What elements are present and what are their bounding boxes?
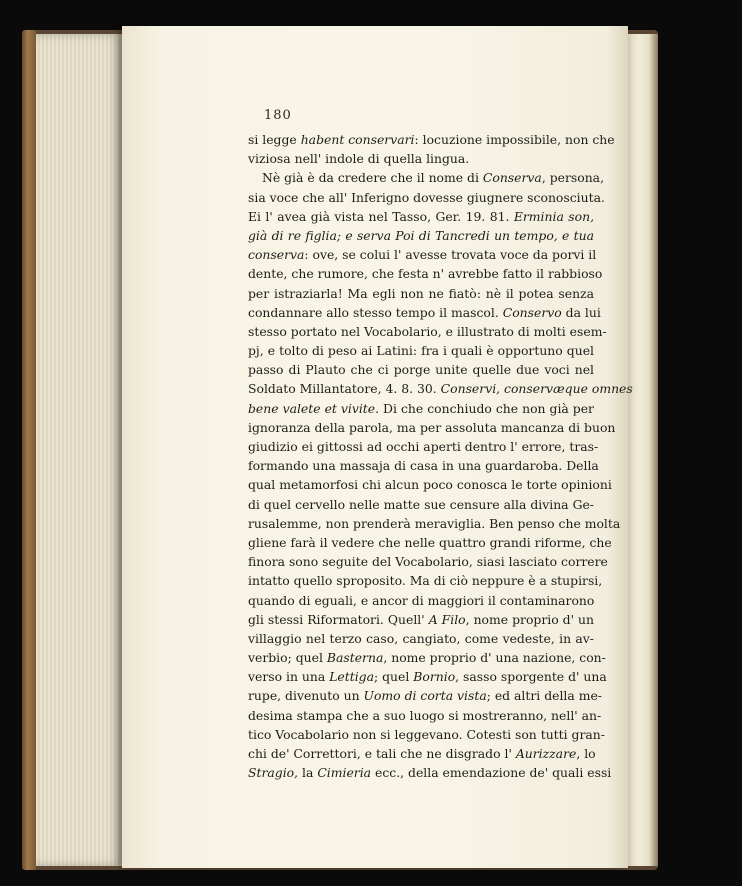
text-line <box>248 188 605 207</box>
text-line <box>248 360 594 379</box>
text-run: Ei l' avea già vista nel Tasso, Ger. 19. 81. <box>248 208 514 224</box>
italic-text-run: Cimieria <box>317 765 372 781</box>
text-run: : ove, se colui l' avesse trovata voce da porvi il <box>304 247 597 263</box>
text-run: pj, e tolto di peso ai Latini: fra i quali è opportuno quel <box>248 343 594 359</box>
text-line <box>248 495 594 514</box>
text-run: dente, che rumore, che festa n' avrebbe fatto il rabbioso <box>248 266 603 282</box>
text-line <box>248 514 621 533</box>
page-text <box>248 130 633 782</box>
italic-text-run: Conservi, conservæque omnes <box>440 381 633 397</box>
text-line <box>248 725 605 744</box>
text-run: verbio; quel <box>248 650 327 666</box>
text-run: chi de' Correttori, e tali che ne disgrado l' <box>248 746 516 761</box>
text-run: , nome proprio d' una nazione, con- <box>383 650 606 666</box>
text-run: ; ed altri della me- <box>486 688 602 704</box>
text-run: , persona, <box>541 170 605 186</box>
italic-text-run: conserva <box>248 247 305 263</box>
text-run: quando di eguali, e ancor di maggiori il contaminarono <box>248 592 595 608</box>
text-line <box>248 533 612 552</box>
text-line <box>248 475 612 494</box>
text-run: di quel cervello nelle matte sue censure alla divina Ge- <box>248 496 594 512</box>
text-run: ; quel <box>374 669 414 685</box>
text-run: Nè già è da credere che il nome di <box>262 170 483 186</box>
text-line <box>248 744 594 763</box>
book-cover-edge <box>22 30 36 870</box>
text-run: Di che conchiudo che non già per <box>379 400 594 416</box>
text-line <box>248 456 599 475</box>
italic-text-run: già di re figlia; e serva Poi di Tancredi un tempo, e tua <box>248 227 594 243</box>
text-line <box>248 571 603 590</box>
text-run: ecc., della emendazione de' quali essi <box>371 765 612 781</box>
text-run: si legge <box>248 132 301 147</box>
italic-text-run: habent conservari <box>300 132 415 147</box>
text-line <box>248 686 602 705</box>
italic-text-run: Conserva <box>482 170 542 186</box>
text-line <box>248 418 616 437</box>
text-line <box>248 629 594 648</box>
text-line <box>248 648 606 667</box>
text-line <box>248 322 607 341</box>
facing-page-edge <box>628 34 658 866</box>
text-line <box>248 610 594 629</box>
text-run: tico Vocabolario non si leggevano. Cotesti son tutti gran- <box>248 726 605 742</box>
text-run: rupe, divenuto un <box>248 688 364 704</box>
text-line <box>248 245 597 264</box>
text-line <box>248 437 599 456</box>
text-run: gliene farà il vedere che nelle quattro grandi riforme, che <box>248 534 612 550</box>
text-run: intatto quello sproposito. Ma di ciò neppure è a stupirsi, <box>248 573 603 589</box>
text-line <box>248 552 608 571</box>
text-line <box>248 591 594 610</box>
text-run: Soldato Millantatore, 4. 8. 30. <box>248 381 441 397</box>
italic-text-run: Erminia son, <box>513 208 595 224</box>
text-run: desima stampa che a suo luogo si mostreranno, nell' an- <box>248 707 602 723</box>
text-run: passo di Plauto che ci porge unite quelle due voci nel <box>248 362 594 378</box>
text-run: ignoranza della parola, ma per assoluta mancanza di buon <box>248 419 616 435</box>
text-line <box>248 379 633 398</box>
italic-text-run: Aurizzare <box>515 746 577 761</box>
text-line <box>248 399 594 418</box>
text-run: sia voce che all' Inferigno dovesse giugnere sconosciuta. <box>248 189 605 205</box>
text-run: condannare allo stesso tempo il mascol. <box>248 304 503 320</box>
text-run: : locuzione impossibile, non che <box>414 132 615 147</box>
italic-text-run: Uomo di corta vista <box>363 688 487 704</box>
italic-text-run: Basterna <box>326 650 384 666</box>
text-line <box>248 284 594 303</box>
text-run: gli stessi Riformatori. Quell' <box>248 611 429 627</box>
page-edges <box>36 34 122 866</box>
text-line <box>248 168 605 187</box>
text-line <box>248 341 594 360</box>
text-run: giudizio ei gittossi ad occhi aperti dentro l' errore, tras- <box>248 439 599 454</box>
text-line <box>248 264 603 283</box>
text-line <box>248 303 601 322</box>
text-line <box>248 667 607 686</box>
text-run: verso in una <box>248 669 330 685</box>
italic-text-run: bene valete et vivite. <box>248 400 380 416</box>
text-run: villaggio nel terzo caso, cangiato, come vedeste, in av- <box>248 630 594 646</box>
page-number: 180 <box>264 108 292 123</box>
text-run: stesso portato nel Vocabolario, e illustrato di molti esem- <box>248 323 607 339</box>
text-run: , lo <box>576 746 596 761</box>
text-line <box>248 226 594 245</box>
text-run: per istraziarla! Ma egli non ne fiatò: nè il potea senza <box>248 285 594 301</box>
text-line <box>248 130 615 149</box>
text-run: , nome proprio d' un <box>465 611 594 627</box>
italic-text-run: Conservo <box>502 304 562 320</box>
text-run: qual metamorfosi chi alcun poco conosca le torte opinioni <box>248 477 612 493</box>
italic-text-run: A Filo <box>428 611 466 627</box>
text-run: , la <box>294 765 318 781</box>
text-run: rusalemme, non prenderà meraviglia. Ben penso che molta <box>248 515 621 531</box>
text-run: , sasso sporgente d' una <box>455 669 607 685</box>
text-run: finora sono seguite del Vocabolario, siasi lasciato correre <box>248 554 608 570</box>
text-line <box>248 763 612 782</box>
text-run: da lui <box>561 304 601 320</box>
italic-text-run: Stragio <box>248 765 295 781</box>
text-line <box>248 207 594 226</box>
text-run: formando una massaja di casa in una guardaroba. Della <box>248 458 599 474</box>
text-run: viziosa nell' indole di quella lingua. <box>248 151 470 167</box>
text-line <box>248 706 602 725</box>
italic-text-run: Bornio <box>413 669 456 685</box>
italic-text-run: Lettiga <box>329 669 374 685</box>
text-line <box>248 149 594 168</box>
